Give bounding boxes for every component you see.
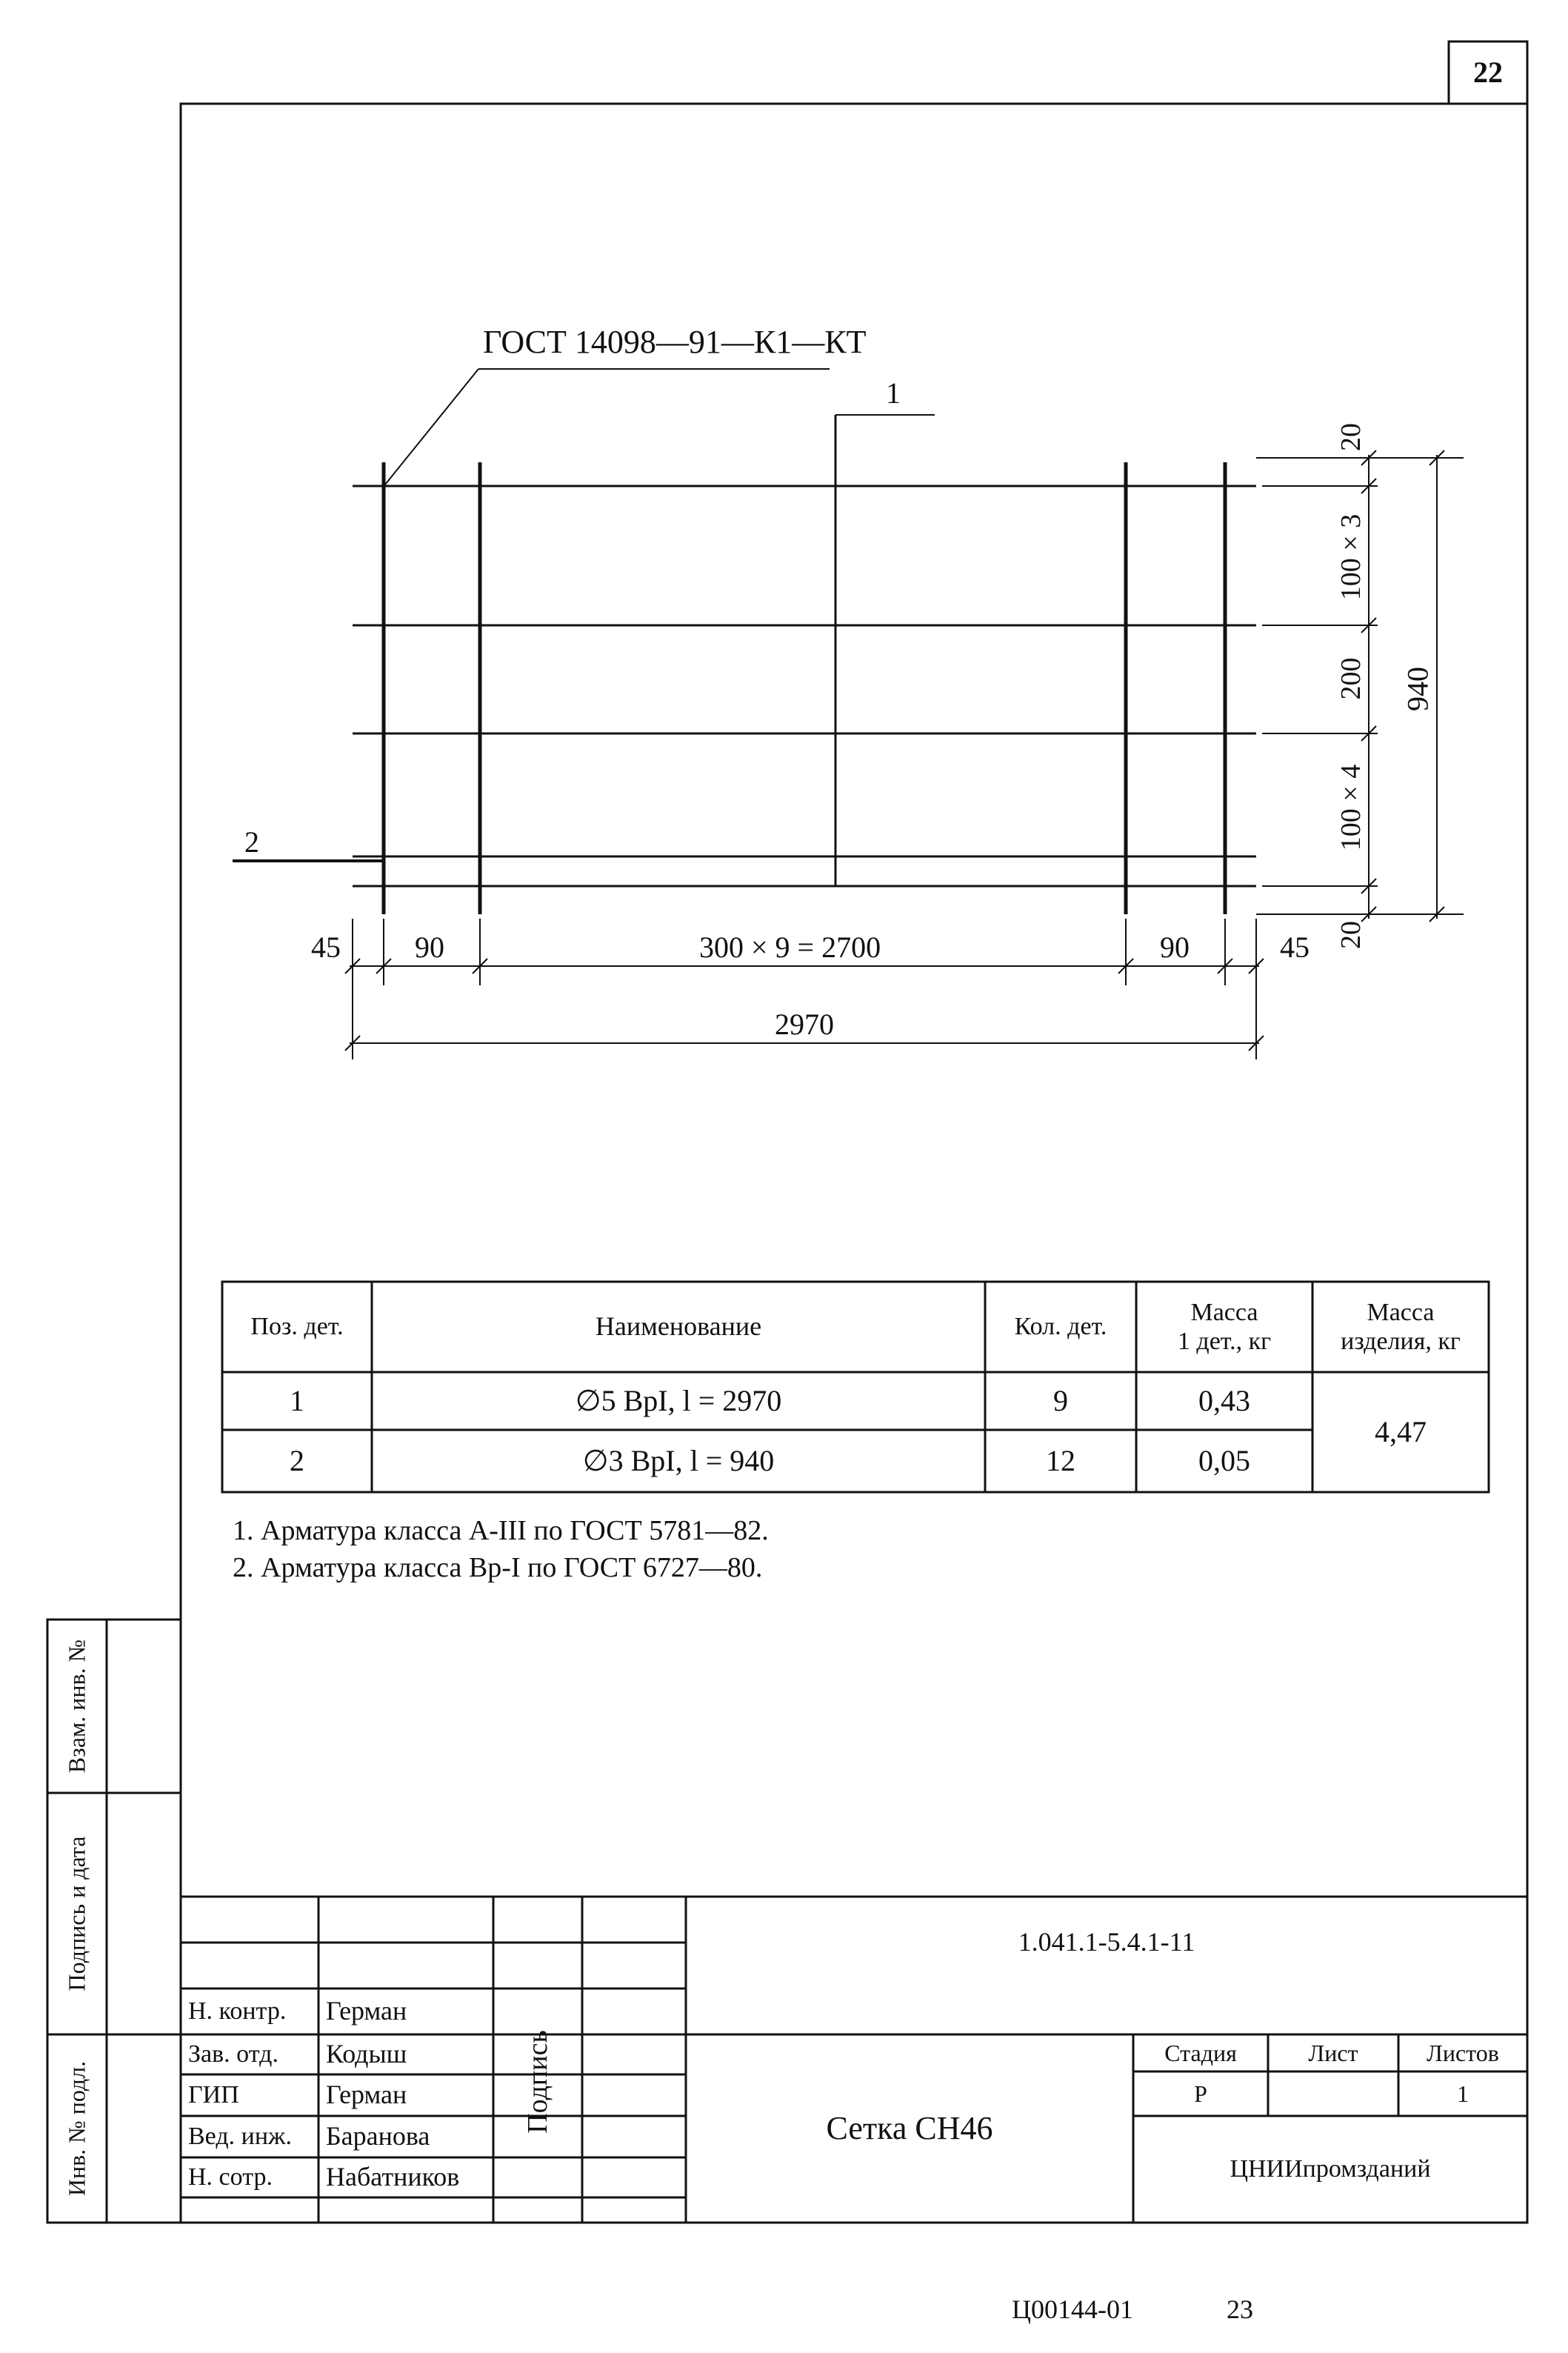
stamp-inv-original: Инв. № подл.: [63, 2060, 90, 2197]
name-1: Герман: [326, 1996, 407, 2026]
sheets-value: 1: [1457, 2080, 1469, 2107]
dim-2970: 2970: [775, 1008, 834, 1041]
dim-100x3: 100 × 3: [1335, 513, 1367, 601]
role-n-sotr: Н. сотр.: [188, 2163, 273, 2191]
role-n-kontr: Н. контр.: [188, 1997, 287, 2026]
sheets-header: Листов: [1427, 2039, 1499, 2066]
spec-header-qty: Кол. дет.: [1014, 1313, 1107, 1341]
footer-code: Ц00144-01: [1012, 2294, 1133, 2324]
spec-total-mass: 4,47: [1375, 1415, 1427, 1448]
dim-90-left: 90: [415, 931, 444, 964]
role-gip: ГИП: [188, 2081, 239, 2109]
signature-header: Подпись: [522, 2030, 553, 2134]
position-2-label: 2: [244, 825, 259, 859]
spec-row-1-qty: 9: [1053, 1384, 1068, 1417]
stage-header: Стадия: [1164, 2039, 1237, 2066]
stamp-replace-inv: Взам. инв. №: [63, 1639, 90, 1774]
organization: ЦНИИпромзданий: [1230, 2155, 1431, 2183]
note-1: 1. Арматура класса А-III по ГОСТ 5781—82.: [233, 1515, 769, 1546]
name-4: Баранова: [326, 2121, 430, 2151]
sheet-header: Лист: [1308, 2039, 1358, 2066]
spec-row-2-pos: 2: [290, 1444, 304, 1477]
spec-header-mass-total: Масса изделия, кг: [1341, 1298, 1461, 1355]
drawing-title: Сетка СН46: [826, 2109, 993, 2146]
dim-90-right: 90: [1160, 931, 1190, 964]
name-2: Кодыш: [326, 2039, 407, 2069]
spec-row-1-name: ∅5 ВрI, l = 2970: [575, 1384, 782, 1417]
footer-page: 23: [1227, 2294, 1253, 2324]
dim-20-bottom: 20: [1335, 921, 1367, 949]
spec-header-pos: Поз. дет.: [250, 1313, 344, 1341]
spec-header-name: Наименование: [595, 1311, 762, 1342]
name-3: Герман: [326, 2080, 407, 2110]
role-zav-otd: Зав. отд.: [188, 2040, 278, 2069]
spec-header-mass-unit: Масса 1 дет., кг: [1177, 1298, 1272, 1355]
position-1-label: 1: [886, 376, 901, 410]
mesh-drawing: [233, 369, 1256, 914]
stage-value: Р: [1194, 2080, 1207, 2107]
name-5: Набатников: [326, 2162, 460, 2192]
spec-row-2-name: ∅3 ВрI, l = 940: [582, 1444, 775, 1477]
note-2: 2. Арматура класса Вр-I по ГОСТ 6727—80.: [233, 1552, 763, 1583]
dim-940: 940: [1401, 667, 1435, 711]
dim-45-right: 45: [1280, 931, 1310, 964]
sheet-number: 22: [1473, 56, 1503, 89]
doc-code: 1.041.1-5.4.1-11: [1018, 1927, 1195, 1957]
gost-label: ГОСТ 14098—91—К1—КТ: [483, 324, 867, 360]
dim-20-top: 20: [1335, 423, 1367, 451]
spec-row-1-pos: 1: [290, 1384, 304, 1417]
stamp-sign-date: Подпись и дата: [63, 1836, 90, 1991]
dim-200: 200: [1335, 657, 1367, 700]
dim-2700: 300 × 9 = 2700: [699, 931, 881, 964]
spec-row-2-qty: 12: [1046, 1444, 1075, 1477]
spec-row-1-mass: 0,43: [1198, 1384, 1250, 1417]
dim-100x4: 100 × 4: [1335, 764, 1367, 851]
spec-row-2-mass: 0,05: [1198, 1444, 1250, 1477]
role-ved-inzh: Вед. инж.: [188, 2123, 293, 2151]
dim-45-left: 45: [311, 931, 341, 964]
